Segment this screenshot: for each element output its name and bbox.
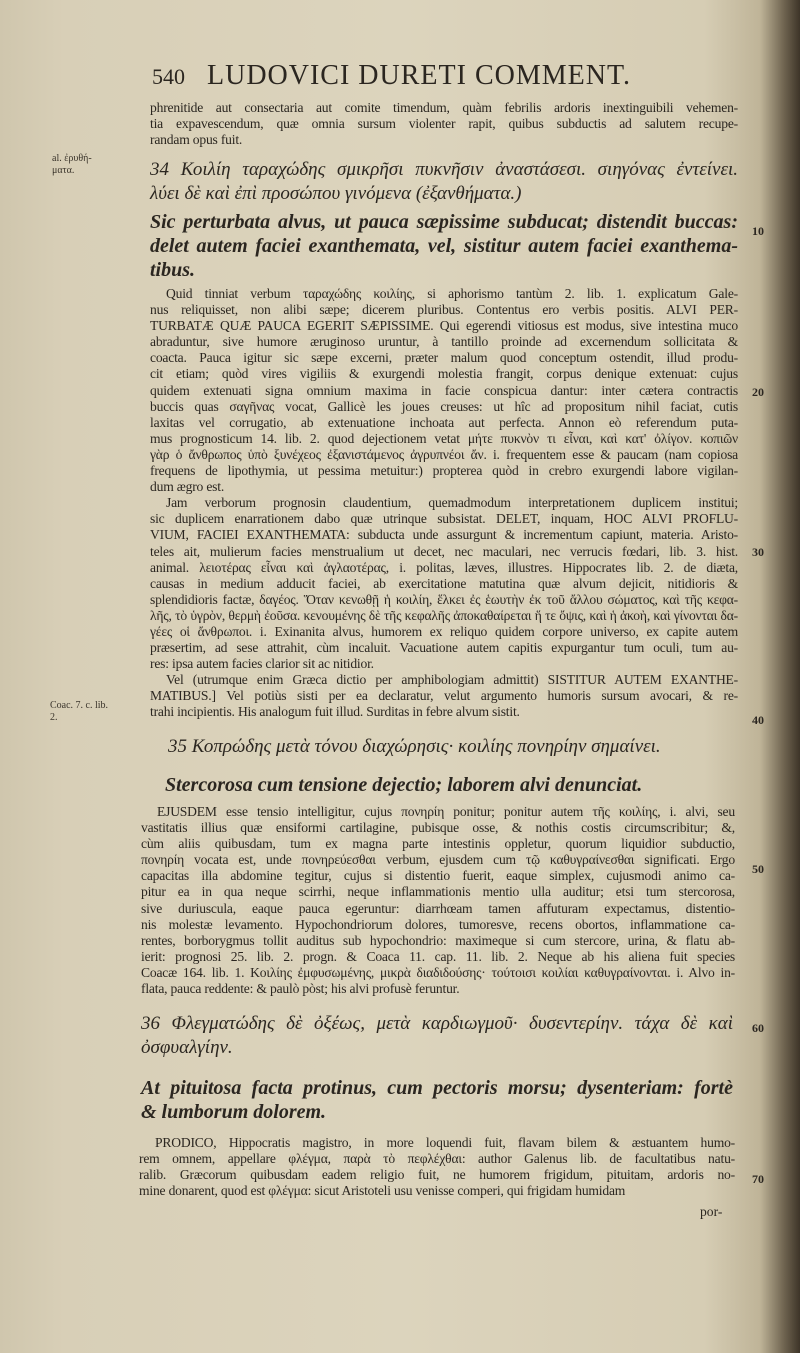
text-line: λῆς, τὸ ὑγρὸν, θερμὴ ἐοῦσα. κενουμένης δὲ τῆς κεφαλῆς ἀποκαθαίρεται ἥ τε ὄψις, καὶ ἡ ἀκοὴ, καὶ γίνονται δα- [150,607,738,623]
text-line: abraduntur, sive humore æruginoso uruntur, à tantillo proinde ad excernendum sollicitata & [150,334,738,350]
text-line: 34 Κοιλίη ταραχώδης σμικρῆσι πυκνῆσιν ἀναστάσεσι. σιηγόνας ἐντείνει. [150,159,738,180]
text-line: capacitas illa abdomine tegitur, cujus si distentio fuerit, eaque simplex, cujusmodi animo ca- [141,868,735,884]
text-line: λύει δὲ καὶ ἐπὶ προσώπου γινόμενα (ἐξανθήματα.) [150,183,522,204]
text-line: PRODICO, Hippocratis magistro, in more loquendi fuit, flavam bilem & æstuantem humo- [155,1135,735,1150]
text-line: buccis quas σαγῆνας vocat, Gallicè les joues creuses: ut hîc ad propositum nihil faciat, cutis [150,398,738,414]
text-line: dum ægro est. [150,479,225,495]
text-line: Sic perturbata alvus, ut pauca sæpissime subducat; distendit buccas: [150,211,738,233]
text-line: Vel (utrumque enim Græca dictio per amphibologiam admittit) SISTITUR AUTEM EXANTHE- [166,672,738,688]
text-line: laxitas vel corrugatio, ab extenuatione inchoata aut perfecta. Annon eò referendum puta- [150,414,738,430]
text-line: sive duriuscula, eaque pauca egeruntur: diarrhœam tamen affuturam expectamus, distentio- [141,900,735,916]
aphorism-35-greek [168,735,756,759]
aphorism-34-latin [150,210,738,282]
text-line: VIUM, FACIEI EXANTHEMATA: subducta unde assurgunt & incrementum capiunt, materia. Aristo- [150,527,738,543]
text-line: res: ipsa autem facies clarior sit ac nitidior. [150,656,374,672]
text-line: ierit: prognosi 25. lib. 2. progn. & Coaca 11. cap. 11. lib. 2. Neque ab his aliena fuit species [141,948,735,964]
text-line: 36 Φλεγματώδης δὲ ὀξέως, μετὰ καρδιωγμοῦ· δυσεντερίην. τάχα δὲ καὶ [141,1013,733,1034]
text-line: trahi incipientis. His analogum fuit illud. Surditas in febre alvum sistit. [150,704,520,720]
text-line: ὀσφυαλγίην. [141,1037,233,1058]
text-line: causas in medium adducit faciei, ab exercitatione matutina quæ alvum dejicit, nitidioris & [150,575,738,591]
text-line: tia expavescendum, quæ omnia sursum violenter rapit, quibus subductis ad salutem recupe- [150,116,738,132]
text-line: delet autem faciei exanthemata, vel, sistitur autem faciei exanthema- [150,235,738,257]
line-number: 70 [752,1172,764,1186]
aphorism-36-greek [141,1012,733,1060]
text-line: MATIBUS.] Vel potiùs sisti per ea declaratur, velut argumento humoris sursum avocari, & re- [150,688,738,704]
page-number: 540 [152,64,185,89]
text-line: tibus. [150,259,196,281]
text-line: phrenitide aut consectaria aut comite timendum, quàm febrilis ardoris inextinguibili vehemen- [150,100,738,115]
running-title: LUDOVICI DURETI COMMENT. [207,60,631,91]
text-line: πονηρίη vocata est, unde πονηρεύεσθαι verbum, ejusdem cum τῷ καθυγραίνεσθαι significati. Ergo [141,852,735,868]
text-line: rentes, borborygmus tollit auditus sub hypochondrio: maximeque si cum stercore, urina, & flatu ab- [141,932,735,948]
text-line: pitur ea in qua neque scirrhi, neque inflammationis mentio ulla auditur; etsi tum stercorosa, [141,884,735,900]
line-number: 40 [752,713,764,727]
text-line: vastitatis illius quæ ensiformi cartilagine, pubisque osse, & nothis costis circumscribitur; &, [141,820,735,836]
text-line: splendidioris factæ, δαγέος. Ὅταν κενωθῇ ἡ κοιλίη, ἕλκει ἐς ἑωυτὴν ἐκ τοῦ ἄλλου σώματος, καὶ τῆς κεφα- [150,591,738,607]
text-line: Coacæ 164. lib. 1. Κοιλίης ἐμφυσωμένης, μικρὰ διαδιδούσης· τούτοισι κοιλίαι καθυγραίνονται. i. Alvo in- [141,964,735,980]
text-line: animal. λειοτέρας εἶναι καὶ ἀγλαοτέρας, i. politas, læves, illustres. Hippocrates lib. 2. de diæta, [150,559,738,575]
line-number: 20 [752,385,764,399]
text-line: nus reliquisset, non alibi sæpe; dicerem pluribus. Contentus ero verbis positis. ALVI PER- [150,302,738,318]
margin-note-coac: Coac. 7. c. lib. 2. [50,700,109,723]
text-line: TURBATÆ QUÆ PAUCA EGERIT SÆPISSIME. Qui egerendi vitiosus est modus, sive intestina muco [150,318,738,334]
text-line: frequens de lipothymia, ut pessima metuitur:) propterea quòd in crebro exurgendi labore vigilan- [150,463,738,479]
text-line: quidem extenuati signa omnium maxima in facie conspicua dantur: inter cætera contractis [150,382,738,398]
commentary-36 [139,1135,735,1199]
text-line: γὰρ ὁ ἄνθρωπος ὑπὸ ξυνέχεος ἐξανιστάμενος ἀγρυπνέοι ἄν. i. frequentem esse & paucam (nam copiosa [150,446,738,462]
text-line: cit etiam; quòd vires vigiliis & exurgendi molestia frangit, corpus denique extenuat: cujus [150,366,738,382]
text-line: rem omnem, appellare φλέγμα, παρὰ τὸ πεφλέχθαι: author Galenus lib. de facultatibus natu- [139,1151,735,1167]
text-line: teles ait, mulierum facies menstrualium ut decet, nec maculari, nec verrucis fœdari, lib. 3. hist. [150,543,738,559]
running-header [152,60,742,92]
commentary-34 [150,286,738,721]
commentary-35 [141,804,735,997]
text-line: randam opus fuit. [150,132,243,148]
line-number: 30 [752,545,764,559]
text-line: nis molestæ levamento. Hypochondriorum dolores, tumoresve, recens obortos, inflammatione ca- [141,916,735,932]
intro-paragraph [150,100,738,148]
text-line: cùm aliis quibusdam, tum ex magna parte intestinis oppletur, quorum liquidior subductio, [141,836,735,852]
text-line: & lumborum dolorem. [141,1101,327,1123]
text-line: 35 Κοπρώδης μετὰ τόνου διαχώρησις· κοιλίης πονηρίην σημαίνει. [168,736,661,757]
aphorism-36-latin [141,1076,733,1124]
text-line: mine donarent, quod est φλέγμα: sicut Aristoteli usu venisse comperi, qui frigidam humidam [139,1183,626,1199]
text-line: Quid tinniat verbum ταραχώδης κοιλίης, si aphorismo tantùm 2. lib. 1. explicatum Gale- [166,286,738,301]
catchword: por- [700,1204,723,1219]
text-line: ralib. Græcorum quibusdam eadem religio fuit, ne humorem frigidum, pituitam, ardoris no- [139,1167,735,1183]
text-line: At pituitosa facta protinus, cum pectoris morsu; dysenteriam: fortè [141,1077,733,1099]
aphorism-34-greek [150,158,738,206]
text-line: coacta. Pauca igitur sic sæpe excerni, præter malum quod conceptum ostendit, illud produ- [150,350,738,366]
text-line: sic duplicem enarrationem dabo quæ utrinque subsistat. DELET, inquam, HOC ALVI PROFLU- [150,511,738,527]
text-line: mus prognosticum 14. lib. 2. quod dejectionem vetat μήτε πυκνὸν τι εἶναι, καὶ κατ' ὀλίγον. κοπιῶν [150,430,738,446]
line-number: 50 [752,862,764,876]
text-line: præsertim, ad sese attrahit, cùm incaluit. Vacuatione autem capitis expurgantur tum oculi, tum au- [150,640,738,656]
text-line: EJUSDEM esse tensio intelligitur, cujus πονηρίη ponitur; ponitur autem τῆς κοιλίης, i. alvi, seu [157,804,735,819]
line-number: 60 [752,1021,764,1035]
text-line: Stercorosa cum tensione dejectio; laborem alvi denunciat. [165,774,643,796]
text-line: flata, pauca reddente: & paulò pòst; his alvi profusè feruntur. [141,981,460,997]
margin-note-variant: al. ἐρυθή- ματα. [52,153,92,176]
text-line: Jam verborum prognosin claudentium, quemadmodum interpretationem duplicem institui; [166,495,738,511]
aphorism-35-latin [165,773,753,797]
line-number: 10 [752,224,764,238]
text-line: γέες οἱ ἄνθρωποι. i. Exinanita alvus, humorem ex reliquo quidem corpore universo, ex capite autem [150,623,738,639]
